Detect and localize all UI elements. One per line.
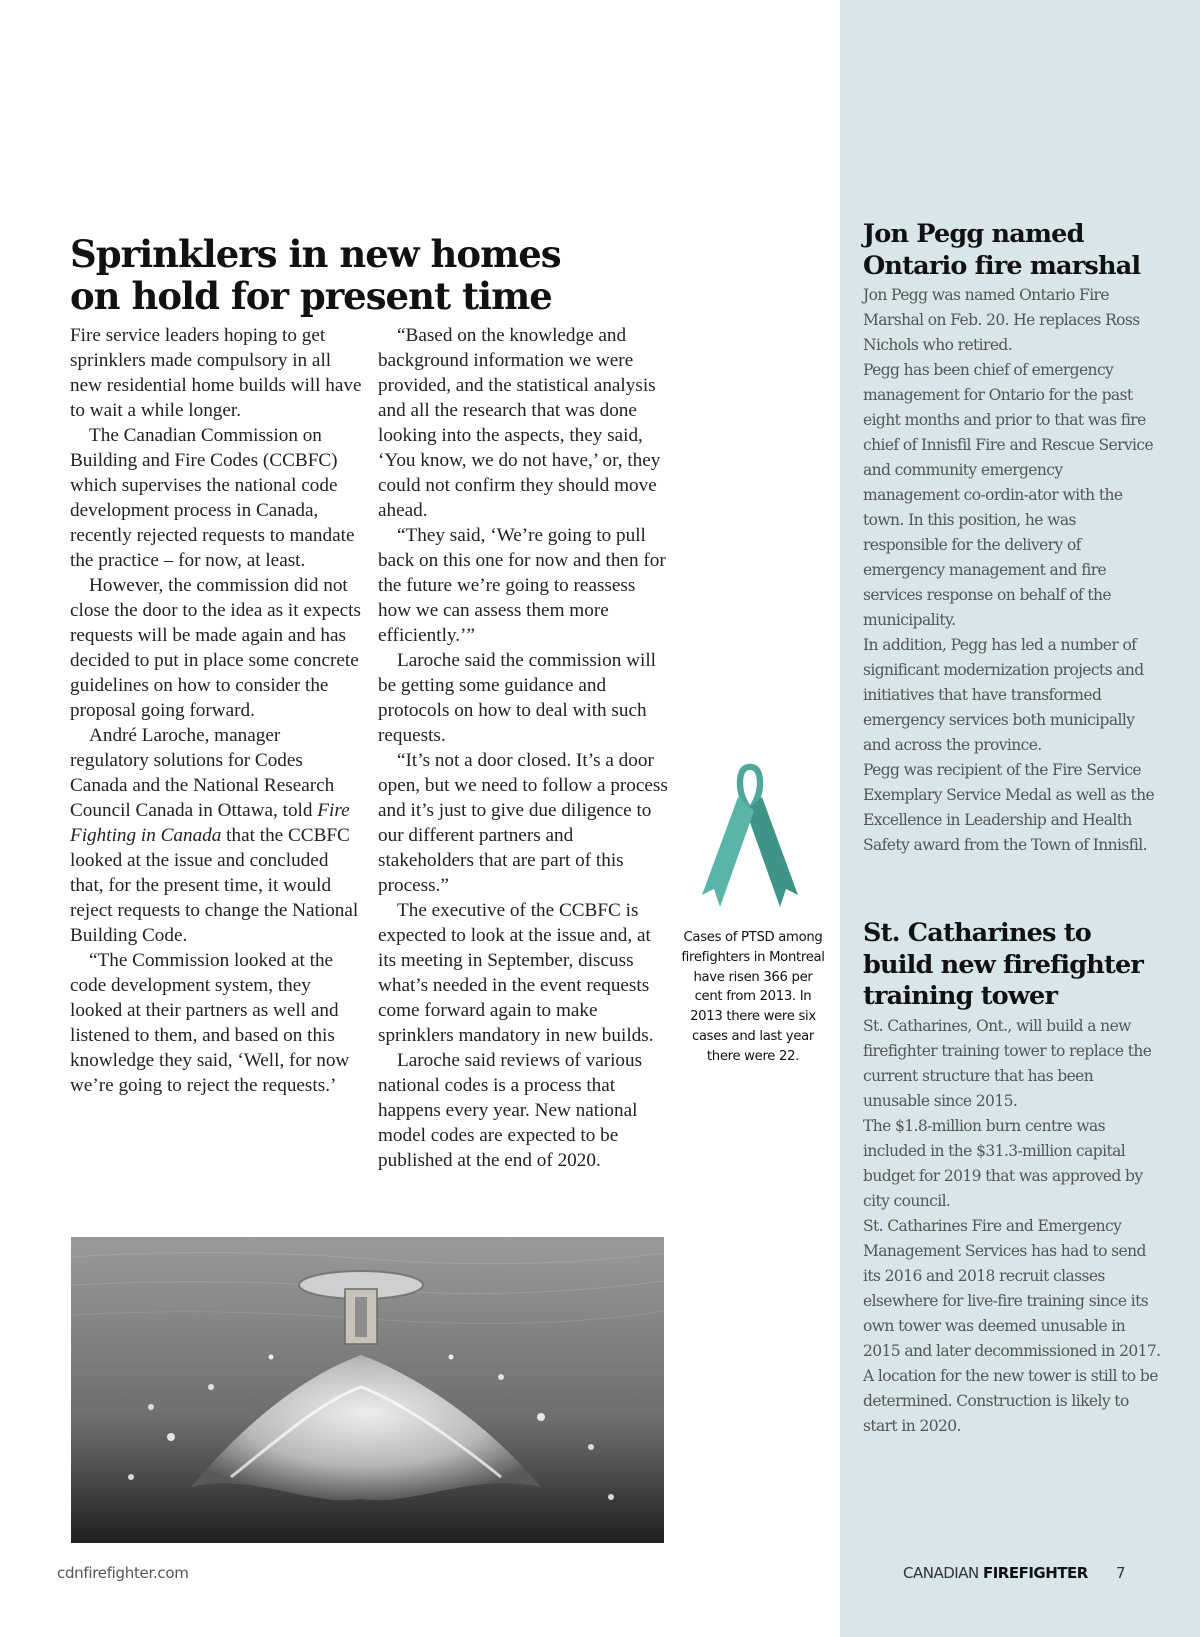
- article-column-2: [378, 323, 670, 1173]
- article-paragraph: “Based on the knowledge and background information we were provided, and the statistical analysis and all the research that was done looking into the aspects, they said, ‘You know, we do not have,’ or, they could not confirm they should move ahead.: [378, 325, 661, 521]
- sprinkler-image: [71, 1237, 664, 1543]
- sidebar-story2-headline: St. Catharines to build new firefighter training tower: [863, 918, 1144, 1011]
- sprinkler-photo: [71, 1237, 664, 1543]
- sidebar-paragraph: St. Catharines Fire and Emergency Management Services has had to send its 2016 and 2018 recruit classes elsewhere for live-fire training since its own tower was deemed unusable in 2015 and later decommissioned in 2017.: [863, 1217, 1161, 1360]
- sidebar-paragraph: Pegg has been chief of emergency management for Ontario for the past eight months and prior to that was fire chief of Innisfil Fire and Rescue Service and community emergency management co-ordin-ator with the town. In this position, he was responsible for the delivery of emergency management and fire services response on behalf of the municipality.: [863, 361, 1154, 629]
- article-paragraph: However, the commission did not close the door to the idea as it expects requests will be made again and has decided to put in place some concrete guidelines on how to consider the proposal going forward.: [70, 575, 361, 721]
- sidebar-paragraph: St. Catharines, Ont., will build a new firefighter training tower to replace the current structure that has been unusable since 2015.: [863, 1017, 1152, 1110]
- sidebar-paragraph: In addition, Pegg has led a number of significant modernization projects and initiatives that have transformed emergency services both municipally and across the province.: [863, 636, 1144, 754]
- article-paragraph: “It’s not a door closed. It’s a door open, but we need to follow a process and it’s just to give due diligence to our different partners and stakeholders that are part of this process.”: [378, 750, 668, 896]
- sidebar-paragraph: Pegg was recipient of the Fire Service Exemplary Service Medal as well as the Excellence in Leadership and Health Safety award from the Town of Innisfil.: [863, 761, 1155, 854]
- article-paragraph: “The Commission looked at the code development system, they looked at their partners as well and listened to them, and based on this knowledge they said, ‘Well, for now we’re going to reject the requests.’: [70, 950, 350, 1096]
- sidebar-paragraph: A location for the new tower is still to be determined. Construction is likely to start in 2020.: [863, 1367, 1158, 1435]
- sidebar-paragraph: Jon Pegg was named Ontario Fire Marshal on Feb. 20. He replaces Ross Nichols who retired.: [863, 286, 1140, 354]
- publication-title: Fire Fighting in Canada: [70, 800, 350, 846]
- footer-website: cdnfirefighter.com: [57, 1564, 189, 1582]
- article-headline: Sprinklers in new homes on hold for present time: [70, 232, 561, 318]
- paragraph-text: André Laroche, manager regulatory solutions for Codes Canada and the National Research Council Canada in Ottawa, told: [70, 725, 335, 821]
- sidebar-story2-body: [863, 1014, 1163, 1439]
- article-paragraph: The executive of the CCBFC is expected to look at the issue and, at its meeting in September, discuss what’s needed in the event requests come forward again to make sprinklers mandatory in new builds.: [378, 900, 654, 1046]
- brand-bold: FIREFIGHTER: [982, 1564, 1088, 1582]
- page-number: 7: [1116, 1564, 1126, 1582]
- article-paragraph: Fire service leaders hoping to get sprinklers made compulsory in all new residential home builds will have to wait a while longer.: [70, 325, 362, 421]
- paragraph-text: that the CCBFC looked at the issue and concluded that, for the present time, it would reject requests to change the National Building Code.: [70, 825, 359, 946]
- article-paragraph: “They said, ‘We’re going to pull back on this one for now and then for the future we’re going to reassess how we can assess them more efficiently.’”: [378, 525, 666, 646]
- article-paragraph: [70, 723, 362, 948]
- article-column-1: [70, 323, 362, 1098]
- ribbon-caption: Cases of PTSD among firefighters in Montreal have risen 366 per cent from 2013. In 2013 there were six cases and last year there were 22.: [681, 930, 825, 1064]
- article-paragraph: Laroche said the commission will be getting some guidance and protocols on how to deal with such requests.: [378, 650, 656, 746]
- article-paragraph: The Canadian Commission on Building and Fire Codes (CCBFC) which supervises the national code development process in Canada, recently rejected requests to mandate the practice – for now, at least.: [70, 425, 355, 571]
- brand-light: CANADIAN: [903, 1564, 983, 1582]
- footer-magazine-brand: [903, 1564, 1088, 1582]
- sidebar-paragraph: The $1.8-million burn centre was included in the $31.3-million capital budget for 2019 that was approved by city council.: [863, 1117, 1143, 1210]
- sidebar-story1-headline: Jon Pegg named Ontario fire marshal: [863, 219, 1141, 281]
- awareness-ribbon-icon: [700, 755, 800, 915]
- article-paragraph: Laroche said reviews of various national codes is a process that happens every year. New national model codes are expected to be published at the end of 2020.: [378, 1050, 643, 1171]
- sidebar-story1-body: [863, 283, 1163, 858]
